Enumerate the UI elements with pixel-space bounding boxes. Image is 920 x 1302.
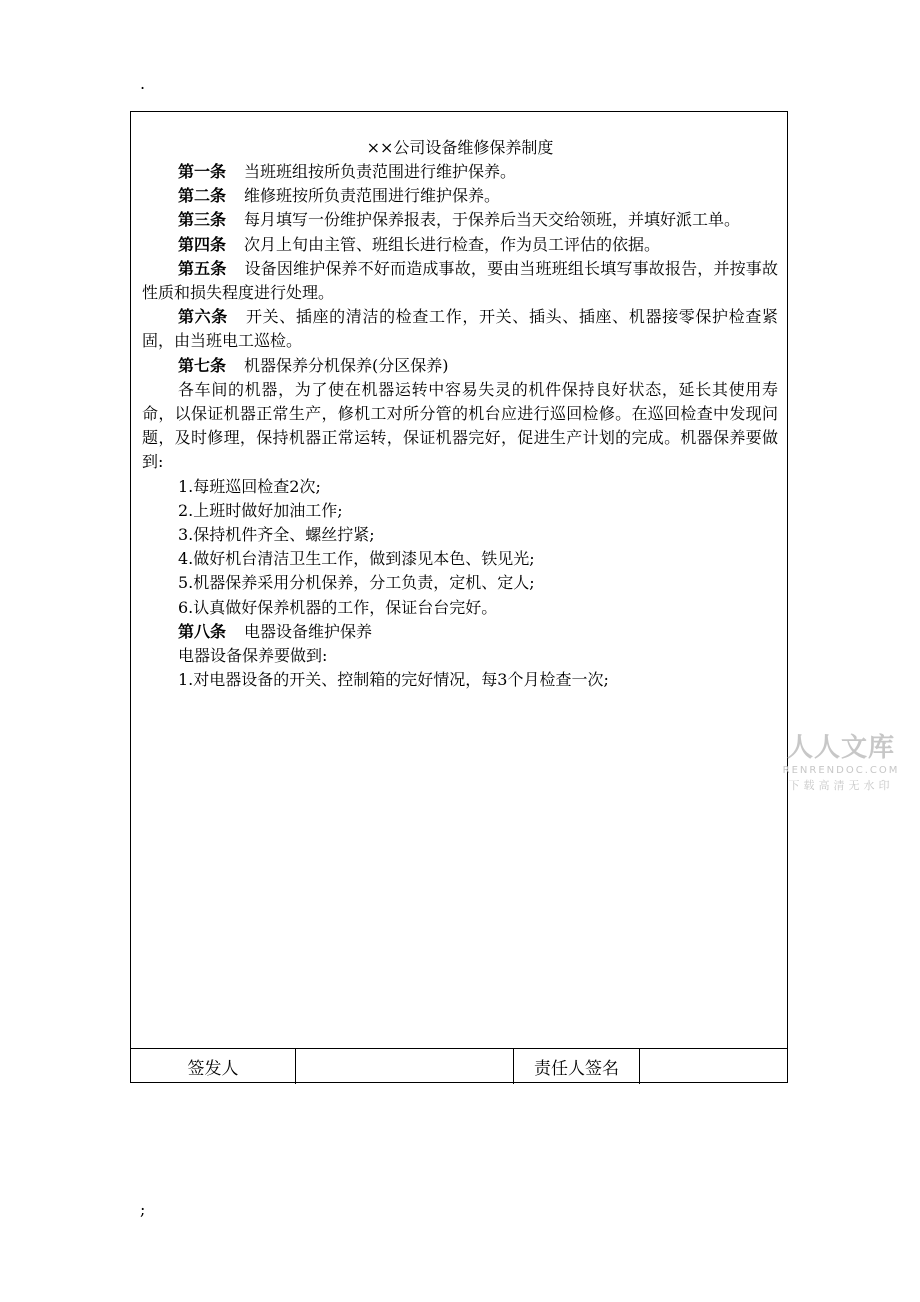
paragraph-text: 机器保养分机保养(分区保养): [244, 355, 449, 375]
paragraph: [142, 160, 778, 184]
article-label: 第六条: [178, 307, 228, 327]
paragraph: [142, 354, 778, 378]
paragraph-text: 设备因维护保养不好而造成事故，要由当班班组长填写事故报告，并按事故性质和损失程度进行处理。: [142, 258, 778, 303]
document-frame: [130, 111, 900, 1083]
paragraph-text: 2.上班时做好加油工作;: [178, 500, 343, 520]
paragraph: [142, 184, 778, 208]
page-mark-top: .: [140, 74, 146, 93]
paragraph: [142, 523, 778, 547]
paragraph-text: 3.保持机件齐全、螺丝拧紧;: [178, 525, 375, 545]
paragraph: [142, 305, 778, 353]
paragraph-text: 1.每班巡回检查2次;: [178, 476, 321, 496]
paragraph-text: 4.做好机台清洁卫生工作，做到漆见本色、铁见光;: [178, 549, 535, 569]
article-label: 第五条: [178, 258, 227, 278]
paragraph-text: 电器设备维护保养: [244, 621, 373, 641]
responsible-label: 责任人签名: [514, 1049, 640, 1084]
article-label: 第三条: [178, 210, 227, 230]
watermark-sub: RENRENDOC.COM: [782, 765, 900, 776]
signature-row: [131, 1048, 787, 1084]
watermark-logo: [777, 732, 905, 793]
paragraph: [142, 257, 778, 305]
paragraph-text: 开关、插座的清洁的检查工作，开关、插头、插座、机器接零保护检查紧固，由当班电工巡检。: [142, 307, 778, 351]
paragraph-text: 当班班组按所负责范围进行维护保养。: [244, 162, 517, 181]
article-label: 第八条: [178, 621, 227, 641]
paragraph: [142, 208, 778, 232]
issuer-field[interactable]: [296, 1049, 514, 1084]
paragraph-text: 次月上旬由主管、班组长进行检查，作为员工评估的依据。: [244, 234, 661, 254]
paragraph-text: 各车间的机器，为了使在机器运转中容易失灵的机件保持良好状态，延长其使用寿命，以保证机器正常生产，修机工对所分管的机台应进行巡回检修。在巡回检查中发现问题，及时修理，保持机器正常运转，保证机器完好，促进生产计划的完成。机器保养要做到:: [142, 379, 778, 472]
paragraph-text: 电器设备保养要做到:: [178, 646, 328, 666]
paragraph-text: 5.机器保养采用分机保养，分工负责，定机、定人;: [178, 573, 535, 593]
paragraph-text: 1.对电器设备的开关、控制箱的完好情况，每3个月检查一次;: [178, 670, 609, 690]
paragraph-list: [142, 160, 778, 692]
article-label: 第二条: [178, 186, 227, 206]
paragraph: [142, 475, 778, 499]
article-label: 第一条: [178, 162, 227, 181]
paragraph-text: 6.认真做好保养机器的工作，保证台台完好。: [178, 597, 498, 617]
article-label: 第四条: [178, 234, 227, 254]
issuer-label: 签发人: [131, 1049, 296, 1084]
document-title: ××公司设备维修保养制度: [366, 138, 554, 157]
page-mark-bottom: ;: [140, 1200, 146, 1219]
document-body: [142, 136, 778, 692]
article-label: 第七条: [178, 355, 227, 375]
paragraph: [142, 571, 778, 595]
paragraph: [142, 499, 778, 523]
paragraph: [142, 547, 778, 571]
watermark-tag: 下载高清无水印: [788, 779, 894, 792]
paragraph: [142, 620, 778, 644]
paragraph-text: 维修班按所负责范围进行维护保养。: [244, 186, 501, 206]
paragraph: [142, 596, 778, 620]
paragraph: [142, 668, 778, 692]
paragraph: [142, 644, 778, 668]
paragraph: [142, 378, 778, 475]
watermark-main: 人人文库: [786, 733, 895, 763]
responsible-field[interactable]: [640, 1049, 787, 1084]
paragraph-text: 每月填写一份维护保养报表，于保养后当天交给领班，并填好派工单。: [244, 210, 741, 230]
paragraph: [142, 233, 778, 257]
